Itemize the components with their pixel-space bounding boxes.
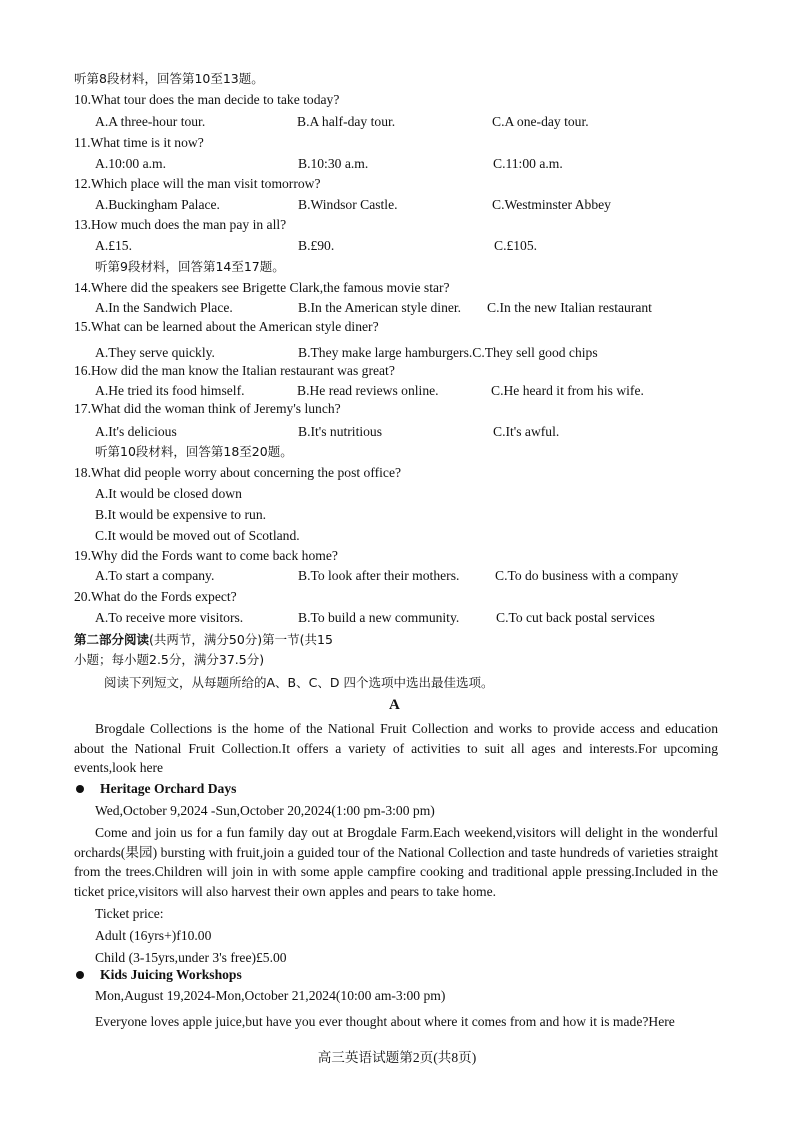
q16-option-c: C.He heard it from his wife. bbox=[491, 383, 644, 398]
question-17: 17.What did the woman think of Jeremy's lunch? bbox=[74, 401, 341, 416]
q13-option-b: B.£90. bbox=[298, 238, 335, 253]
q10-option-c: C.A one-day tour. bbox=[492, 114, 589, 129]
q11-option-b: B.10:30 a.m. bbox=[298, 156, 369, 171]
event1-body bbox=[74, 823, 718, 901]
event1-body-text: Come and join us for a fun family day out at Brogdale Farm.Each weekend,visitors will delight in the wonderful orchards(果园) bursting with fruit,join a guided tour of the National Collection and taste hundreds of varieties straight from the trees.Children will join in with some apple campfire cooking and traditional apple pressing.Included in the ticket price,visitors will also harvest their own apples and pears to take home. bbox=[74, 825, 718, 899]
q18-option-c: C.It would be moved out of Scotland. bbox=[95, 528, 300, 543]
passage-intro-text: Brogdale Collections is the home of the National Fruit Collection and works to provide access and education about the National Fruit Collection.It offers a variety of activities to suit all ages and interests.For upcoming events,look here bbox=[74, 721, 718, 776]
ticket-price-child: Child (3-15yrs,under 3's free)£5.00 bbox=[95, 950, 287, 965]
q13-option-c: C.£105. bbox=[494, 238, 538, 253]
q11-option-c: C.11:00 a.m. bbox=[493, 156, 563, 171]
q14-option-c: C.In the new Italian restaurant bbox=[487, 300, 652, 315]
q18-option-a: A.It would be closed down bbox=[95, 486, 242, 501]
section-8-instruction: 听第8段材料，回答第10至13题。 bbox=[74, 71, 264, 86]
q11-option-a: A.10:00 a.m. bbox=[95, 156, 166, 171]
question-15: 15.What can be learned about the American style diner? bbox=[74, 319, 379, 334]
q19-option-a: A.To start a company. bbox=[95, 568, 215, 583]
ticket-price-adult: Adult (16yrs+)f10.00 bbox=[95, 928, 212, 943]
event1-dates: Wed,October 9,2024 -Sun,October 20,2024(1:00 pm-3:00 pm) bbox=[95, 803, 435, 818]
q12-option-c: C.Westminster Abbey bbox=[492, 197, 611, 212]
passage-intro bbox=[74, 719, 718, 778]
q19-option-c: C.To do business with a company bbox=[495, 568, 679, 583]
q15-option-bc: B.They make large hamburgers.C.They sell good chips bbox=[298, 345, 598, 360]
question-12: 12.Which place will the man visit tomorrow? bbox=[74, 176, 321, 191]
q20-option-c: C.To cut back postal services bbox=[496, 610, 655, 625]
q10-option-b: B.A half-day tour. bbox=[297, 114, 396, 129]
question-18: 18.What did people worry about concerning the post office? bbox=[74, 465, 402, 480]
q20-option-a: A.To receive more visitors. bbox=[95, 610, 244, 625]
reading-part-desc-cont: 小题；每小题2.5分，满分37.5分) bbox=[74, 652, 265, 667]
question-13: 13.How much does the man pay in all? bbox=[74, 217, 287, 232]
q16-option-b: B.He read reviews online. bbox=[297, 383, 439, 398]
section-10-instruction: 听第10段材料，回答第18至20题。 bbox=[95, 444, 293, 459]
event2-body: Everyone loves apple juice,but have you ever thought about where it comes from and how it is made?Here bbox=[95, 1014, 675, 1029]
reading-instruction: 阅读下列短文，从每题所给的A、B、C、D 四个选项中选出最佳选项。 bbox=[104, 675, 494, 690]
q18-option-b: B.It would be expensive to run. bbox=[95, 507, 267, 522]
ticket-price-label: Ticket price: bbox=[95, 906, 164, 921]
q17-option-c: C.It's awful. bbox=[493, 424, 560, 439]
q12-option-b: B.Windsor Castle. bbox=[298, 197, 398, 212]
question-14: 14.Where did the speakers see Brigette Clark,the famous movie star? bbox=[74, 280, 450, 295]
event1-title: Heritage Orchard Days bbox=[100, 781, 237, 796]
question-20: 20.What do the Fords expect? bbox=[74, 589, 237, 604]
event2-dates: Mon,August 19,2024-Mon,October 21,2024(10:00 am-3:00 pm) bbox=[95, 988, 446, 1003]
question-19: 19.Why did the Fords want to come back home? bbox=[74, 548, 338, 563]
passage-label: A bbox=[389, 697, 400, 713]
reading-part-title: 第二部分阅读 bbox=[74, 632, 150, 647]
bullet-icon bbox=[76, 971, 84, 979]
bullet-icon bbox=[76, 785, 84, 793]
q17-option-a: A.It's delicious bbox=[95, 424, 177, 439]
page-footer: 高三英语试题第2页(共8页) bbox=[317, 1050, 477, 1065]
q12-option-a: A.Buckingham Palace. bbox=[95, 197, 220, 212]
question-11: 11.What time is it now? bbox=[74, 135, 204, 150]
reading-part-desc: (共两节，满分50分)第一节(共15 bbox=[149, 632, 333, 647]
q20-option-b: B.To build a new community. bbox=[298, 610, 460, 625]
reading-part-heading bbox=[74, 631, 333, 649]
section-9-instruction: 听第9段材料，回答第14至17题。 bbox=[95, 259, 285, 274]
event2-title: Kids Juicing Workshops bbox=[100, 967, 242, 982]
q13-option-a: A.£15. bbox=[95, 238, 133, 253]
q16-option-a: A.He tried its food himself. bbox=[95, 383, 245, 398]
q17-option-b: B.It's nutritious bbox=[298, 424, 383, 439]
question-16: 16.How did the man know the Italian restaurant was great? bbox=[74, 363, 395, 378]
q15-option-a: A.They serve quickly. bbox=[95, 345, 215, 360]
q14-option-a: A.In the Sandwich Place. bbox=[95, 300, 233, 315]
question-10: 10.What tour does the man decide to take today? bbox=[74, 92, 340, 107]
q14-option-b: B.In the American style diner. bbox=[298, 300, 462, 315]
q19-option-b: B.To look after their mothers. bbox=[298, 568, 460, 583]
q10-option-a: A.A three-hour tour. bbox=[95, 114, 206, 129]
